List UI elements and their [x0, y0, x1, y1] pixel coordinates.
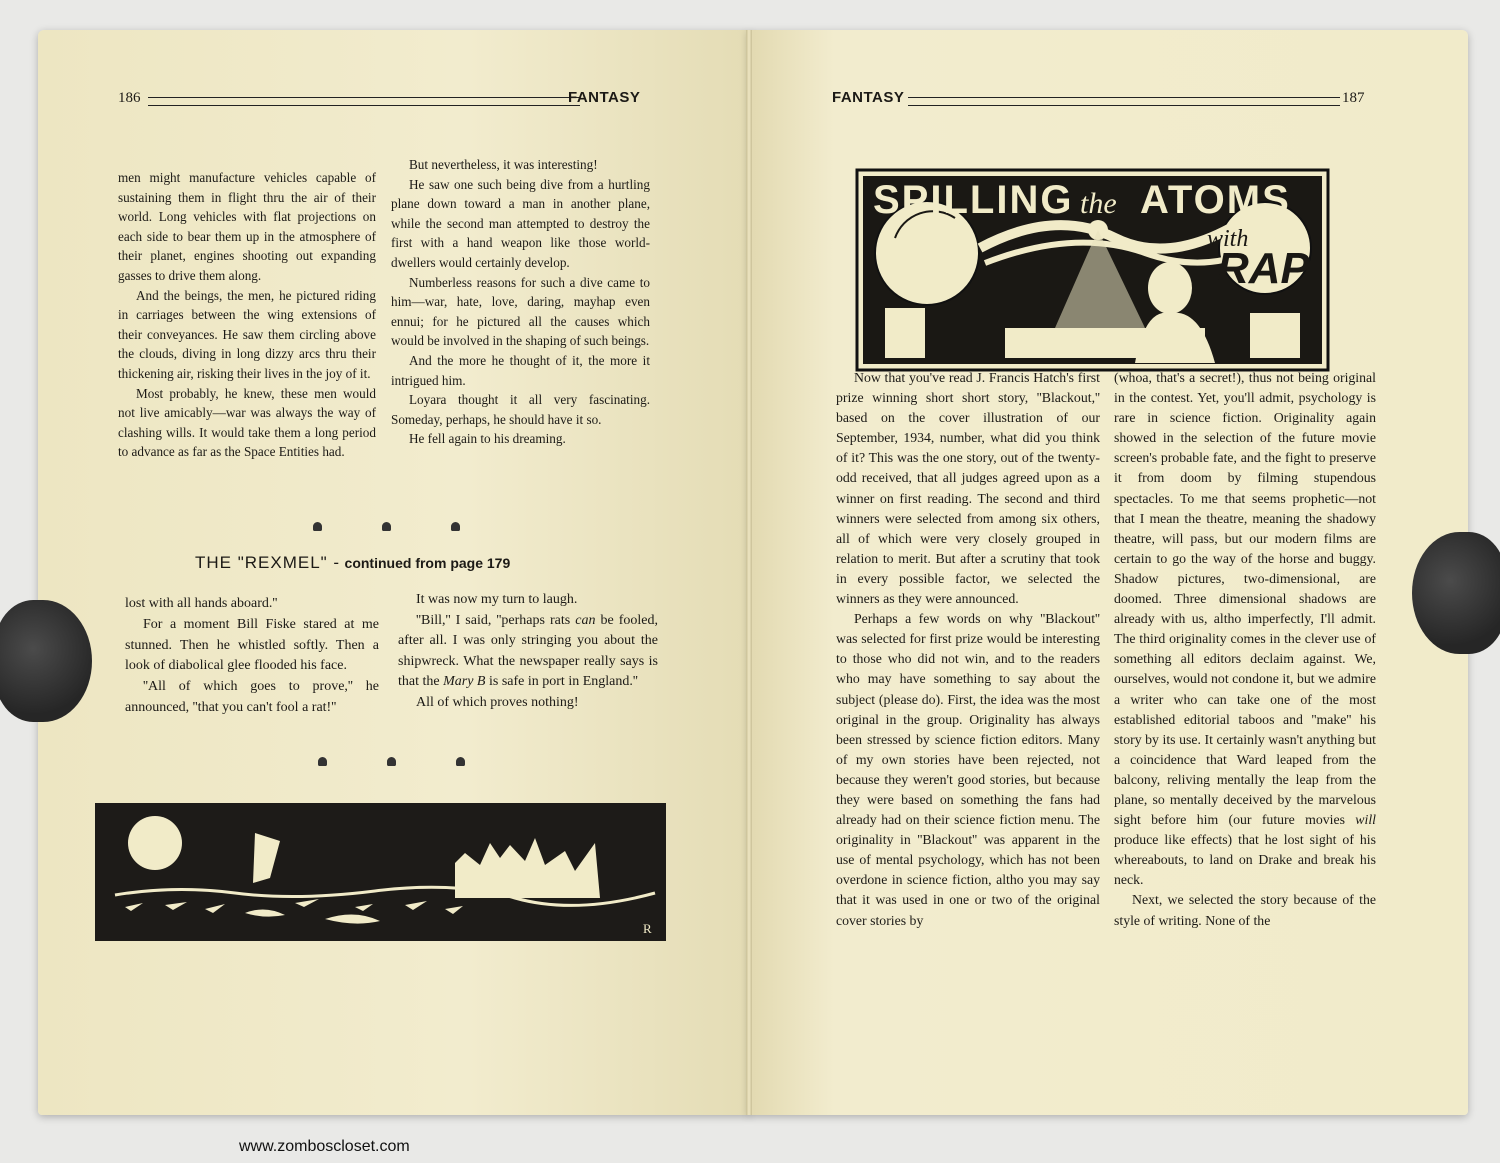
ship-name: Mary B	[443, 674, 486, 690]
paragraph	[398, 611, 658, 693]
right-column-2	[1114, 368, 1376, 931]
paragraph: Perhaps a few words on why ''Blackout'' was selected for first prize would be interesting to those who did not win, and to the readers who may have something to say about the subject (please do). First, the idea was the most original in the group. Originality has always been stressed by science fiction editors. Many of my own stories have been rejected, not because they weren't good stories, but because they were based on something the fans had already had on their science fiction menu. The originality in ''Blackout'' was apparent in the use of mental psychology, which has not been overdone in science fiction, altho you may say that it was used in one or two of the original cover stories by	[836, 611, 1100, 928]
continued-title: THE "REXMEL" -	[195, 553, 341, 572]
left-header	[118, 88, 648, 110]
paragraph: He fell again to his dreaming.	[409, 431, 566, 447]
artist-signature: R	[643, 921, 652, 936]
text-run: produce like effects) that he lost sight of his whereabouts, to land on Drake and break his neck.	[1114, 832, 1376, 888]
text-run: is safe in port in England.''	[485, 674, 638, 690]
dingbat-icon	[387, 757, 396, 766]
left-column-4	[398, 590, 658, 714]
paragraph: ''All of which goes to prove,'' he announced, ''that you can't fool a rat!''	[125, 679, 379, 715]
continued-heading	[195, 553, 510, 573]
paragraph: Loyara thought it all very fascinating. Someday, perhaps, he should have it so.	[391, 392, 650, 427]
paragraph	[1114, 368, 1376, 890]
right-page-number: 187	[1342, 90, 1365, 106]
left-column-2	[391, 155, 650, 449]
dingbat-icon	[382, 522, 391, 531]
moon-icon	[128, 816, 182, 870]
dingbat-icon	[318, 757, 327, 766]
right-running-title: FANTASY	[832, 89, 905, 106]
left-column-1	[118, 168, 376, 462]
banner-art	[855, 168, 1330, 372]
banner-title-the: the	[1080, 187, 1117, 220]
banner-with: with	[1207, 226, 1249, 252]
right-column-1	[836, 368, 1100, 931]
website-watermark: www.zomboscloset.com	[239, 1138, 410, 1155]
left-column-3	[125, 594, 379, 719]
text-run: ''Bill,'' I said, ''perhaps rats	[416, 612, 576, 628]
banner-title-atoms: ATOMS	[1140, 178, 1291, 222]
paragraph: lost with all hands aboard.''	[125, 596, 278, 611]
paragraph: But nevertheless, it was interesting!	[409, 157, 598, 172]
binder-clip-right	[1412, 532, 1500, 654]
book-spine	[746, 30, 752, 1115]
paragraph: And the beings, the men, he pictured riding in carriages between the wing extensions of their conveyances. He saw them circling above the clouds, diving in long dizzy arcs thru their thickening air, risking their lives in the joy of it.	[118, 287, 376, 381]
paragraph: And the more he thought of it, the more it intrigued him.	[391, 352, 650, 388]
left-running-title: FANTASY	[568, 89, 641, 106]
dingbat-icon	[313, 522, 322, 531]
column-banner	[855, 168, 1330, 372]
right-header	[832, 88, 1372, 110]
dingbat-icon	[451, 522, 460, 531]
paragraph: Now that you've read J. Francis Hatch's first prize winning short short story, ''Blackout,'' based on the cover illustration of our September, 1934, number, what did you think of it? This was the one story, out of the twenty-odd received, that all judges agreed upon as a winner on first reading. The second and third winners were selected from among six others, all of which were very closely grouped in relation to merit. But after a scrutiny that took in every possible factor, we selected the winners as they were announced.	[836, 370, 1100, 607]
header-rule	[148, 97, 580, 106]
paragraph: Numberless reasons for such a dive came to him—war, hate, love, daring, mayhap even ennui; for he pictured all the causes which would be involved in the shaping of such beings.	[391, 274, 650, 349]
section-divider	[313, 522, 460, 531]
paragraph: It was now my turn to laugh.	[416, 592, 578, 607]
paragraph: He saw one such being dive from a hurtling plane down toward a man in another plane, while the second man attempted to destroy the first with a hand weapon like those world-dwellers would certainly develop.	[391, 176, 650, 270]
paragraph: For a moment Bill Fiske stared at me stunned. Then he whistled softly. Then a look of diabolical glee flooded his face.	[125, 616, 379, 674]
banner-rap: RAP	[1217, 244, 1310, 293]
text-run: be fooled, after all. I was only stringing you about the shipwreck. What the newspaper really says is that the	[398, 612, 659, 690]
paragraph: Most probably, he knew, these men would not live amicably—war was always the way of clashing wills. It would take them a long period to advance as far as the Space Entities had.	[118, 385, 376, 460]
dingbat-icon	[456, 757, 465, 766]
continued-from: continued from page 179	[344, 555, 511, 571]
paragraph: Next, we selected the story because of the style of writing. None of the	[1114, 892, 1376, 928]
section-divider	[318, 757, 465, 766]
header-rule	[908, 97, 1340, 106]
text-run-italic: will	[1355, 812, 1376, 828]
paragraph: men might manufacture vehicles capable of sustaining them in flight thru the air of their world. Long vehicles with flat projections on each side to bear them up in the atmosphere of their planet, engines shooting out expanding gasses to drive them along.	[118, 170, 376, 283]
text-run: (whoa, that's a secret!), thus not being original in the contest. Yet, you'll admit, psychology is rare in science fiction. Originality again showed in the selection of the future movie screen's probable fate, and the fight to preserve it from doom by filming stupendous spectacles. To me that seems prophetic—not that I mean the theatre, meaning the shadowy theatre, will pass, but our modern films are certain to go the way of the horse and buggy. Shadow pictures, two-dimensional, are doomed. Three dimensional shadows are already with us, altho imperfectly, I'll admit. The third originality comes in the clever use of something all editors declaim against. We, ourselves, would not condone it, but we admire a writer who can take one of the most established editorial taboos and ''make'' his story by its use. It certainly wasn't anything but a coincidence that Ward leaped from the balcony, reliving mentally the leap from the plane, so mentally deceived by the marvelous sight before him (our future movies	[1114, 370, 1376, 828]
woodcut-illustration	[95, 803, 666, 941]
left-page-number: 186	[118, 90, 141, 106]
portrait-head-icon	[1148, 262, 1192, 314]
banner-title-left: SPILLING	[873, 178, 1074, 222]
paragraph: All of which proves nothing!	[416, 694, 579, 710]
text-run-italic: can	[575, 612, 596, 628]
